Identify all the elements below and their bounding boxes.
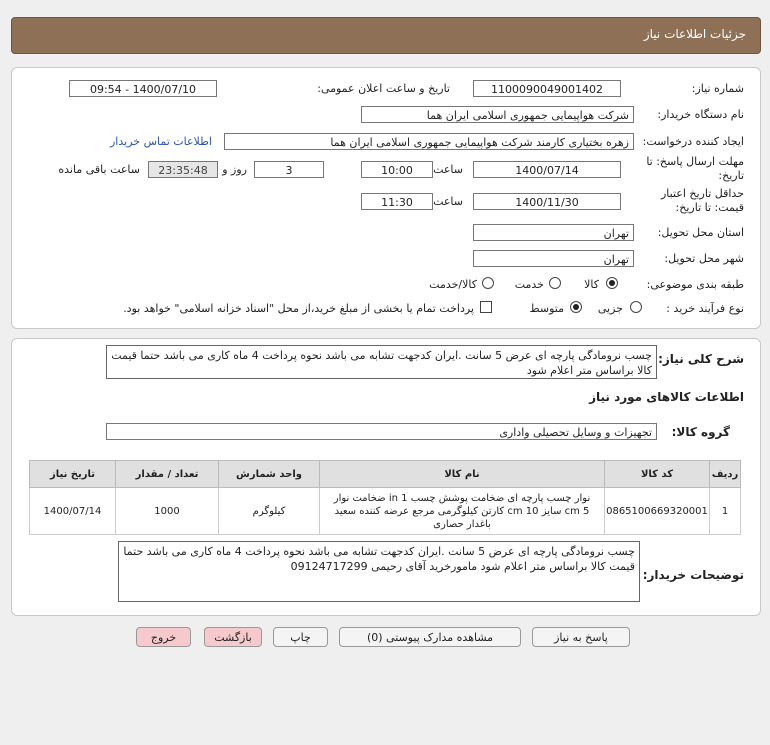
buyer-org-field: شرکت هواپیمایی جمهوری اسلامی ایران هما (361, 106, 634, 123)
purchase-medium-label: متوسط (529, 302, 564, 315)
col-date: تاریخ نیاز (30, 461, 116, 488)
attachments-button[interactable]: مشاهده مدارک پیوستی (0) (339, 627, 521, 647)
category-goods-service-radio[interactable] (482, 277, 494, 289)
col-name: نام کالا (320, 461, 605, 488)
goods-table (29, 460, 741, 535)
deadline-date-field: 1400/07/14 (473, 161, 621, 178)
cell-qty: 1000 (116, 488, 219, 535)
buyer-notes-label: توضیحات خریدار: (642, 568, 744, 582)
treasury-checkbox[interactable] (480, 301, 492, 313)
buyer-notes-text: چسب نرومادگی پارچه ای عرض 5 سانت .ایران کدجهت تشابه می باشد نحوه پرداخت 4 ماه کاری می باشد حتما قیمت کالا براساس متر اعلام شود مامورخرید آقای رحیمی 09124717299 (118, 541, 640, 602)
table-row (30, 488, 741, 535)
print-button[interactable]: چاپ (273, 627, 328, 647)
reply-button[interactable]: پاسخ به نیاز (532, 627, 630, 647)
deadline-time-label: ساعت (433, 163, 463, 176)
purchase-type-label: نوع فرآیند خرید : (666, 302, 744, 315)
announce-date-label: تاریخ و ساعت اعلان عمومی: (317, 82, 450, 95)
goods-group-label: گروه کالا: (671, 425, 730, 439)
purchase-medium-radio[interactable] (570, 301, 582, 313)
summary-text: چسب نرومادگی پارچه ای عرض 5 سانت .ایران کدجهت تشابه می باشد نحوه پرداخت 4 ماه کاری می باشد حتما قیمت کالا براساس متر اعلام شود (106, 345, 657, 379)
category-goods-service-label: کالا/خدمت (429, 278, 477, 291)
category-service-radio[interactable] (549, 277, 561, 289)
requester-field: زهره بختیاری کارمند شرکت هواپیمایی جمهوری اسلامی ایران هما (224, 133, 634, 150)
validity-label: حداقل تاریخ اعتبار (660, 187, 744, 200)
announce-date-field: 1400/07/10 - 09:54 (69, 80, 217, 97)
requester-label: ایجاد کننده درخواست: (642, 135, 744, 148)
city-field: تهران (473, 250, 634, 267)
col-row: ردیف (710, 461, 741, 488)
goods-section-title: اطلاعات کالاهای مورد نیاز (589, 390, 744, 404)
back-button[interactable]: بازگشت (204, 627, 262, 647)
category-goods-radio[interactable] (606, 277, 618, 289)
province-field: تهران (473, 224, 634, 241)
remaining-time-field: 23:35:48 (148, 161, 218, 178)
category-goods-label: کالا (584, 278, 599, 291)
province-label: استان محل تحویل: (657, 226, 744, 239)
goods-group-field: تجهیزات و وسایل تحصیلی واداری (106, 423, 657, 440)
page-title: جزئیات اطلاعات نیاز (643, 27, 746, 41)
deadline-time-field: 10:00 (361, 161, 433, 178)
page-header (11, 17, 761, 54)
need-number-field: 1100090049001402 (473, 80, 621, 97)
cell-row: 1 (710, 488, 741, 535)
remaining-days-label: روز و (222, 163, 247, 176)
validity-date-field: 1400/11/30 (473, 193, 621, 210)
validity-date-label: قیمت: تا تاریخ: (675, 201, 744, 214)
purchase-minor-label: جزیی (597, 302, 623, 315)
treasury-note: پرداخت تمام یا بخشی از مبلغ خرید،از محل "اسناد خزانه اسلامی" خواهد بود. (123, 302, 474, 315)
cell-code: 0865100669320001 (605, 488, 710, 535)
city-label: شهر محل تحویل: (664, 252, 744, 265)
summary-label: شرح کلی نیاز: (658, 352, 744, 366)
validity-time-field: 11:30 (361, 193, 433, 210)
remaining-days-field: 3 (254, 161, 324, 178)
deadline-date-label: تاریخ: (718, 169, 744, 182)
buyer-contact-link[interactable]: اطلاعات تماس خریدار (110, 135, 212, 148)
validity-time-label: ساعت (433, 195, 463, 208)
category-service-label: خدمت (514, 278, 544, 291)
deadline-label: مهلت ارسال پاسخ: تا (646, 155, 744, 168)
need-number-label: شماره نیاز: (691, 82, 744, 95)
purchase-minor-radio[interactable] (630, 301, 642, 313)
buyer-org-label: نام دستگاه خریدار: (657, 108, 744, 121)
col-unit: واحد شمارش (219, 461, 320, 488)
col-code: کد کالا (605, 461, 710, 488)
remaining-time-label: ساعت باقی مانده (58, 163, 140, 176)
cell-date: 1400/07/14 (30, 488, 116, 535)
cell-unit: کیلوگرم (219, 488, 320, 535)
col-qty: تعداد / مقدار (116, 461, 219, 488)
exit-button[interactable]: خروج (136, 627, 191, 647)
cell-name: نوار چسب پارچه ای ضخامت پوشش چسب in 1 ضخامت نوار cm 5 سایز cm 10 کارتن کیلوگرمی مرجع عرضه کننده سعید باغدار حصاری (320, 488, 605, 535)
category-label: طبقه بندی موضوعی: (646, 278, 744, 291)
